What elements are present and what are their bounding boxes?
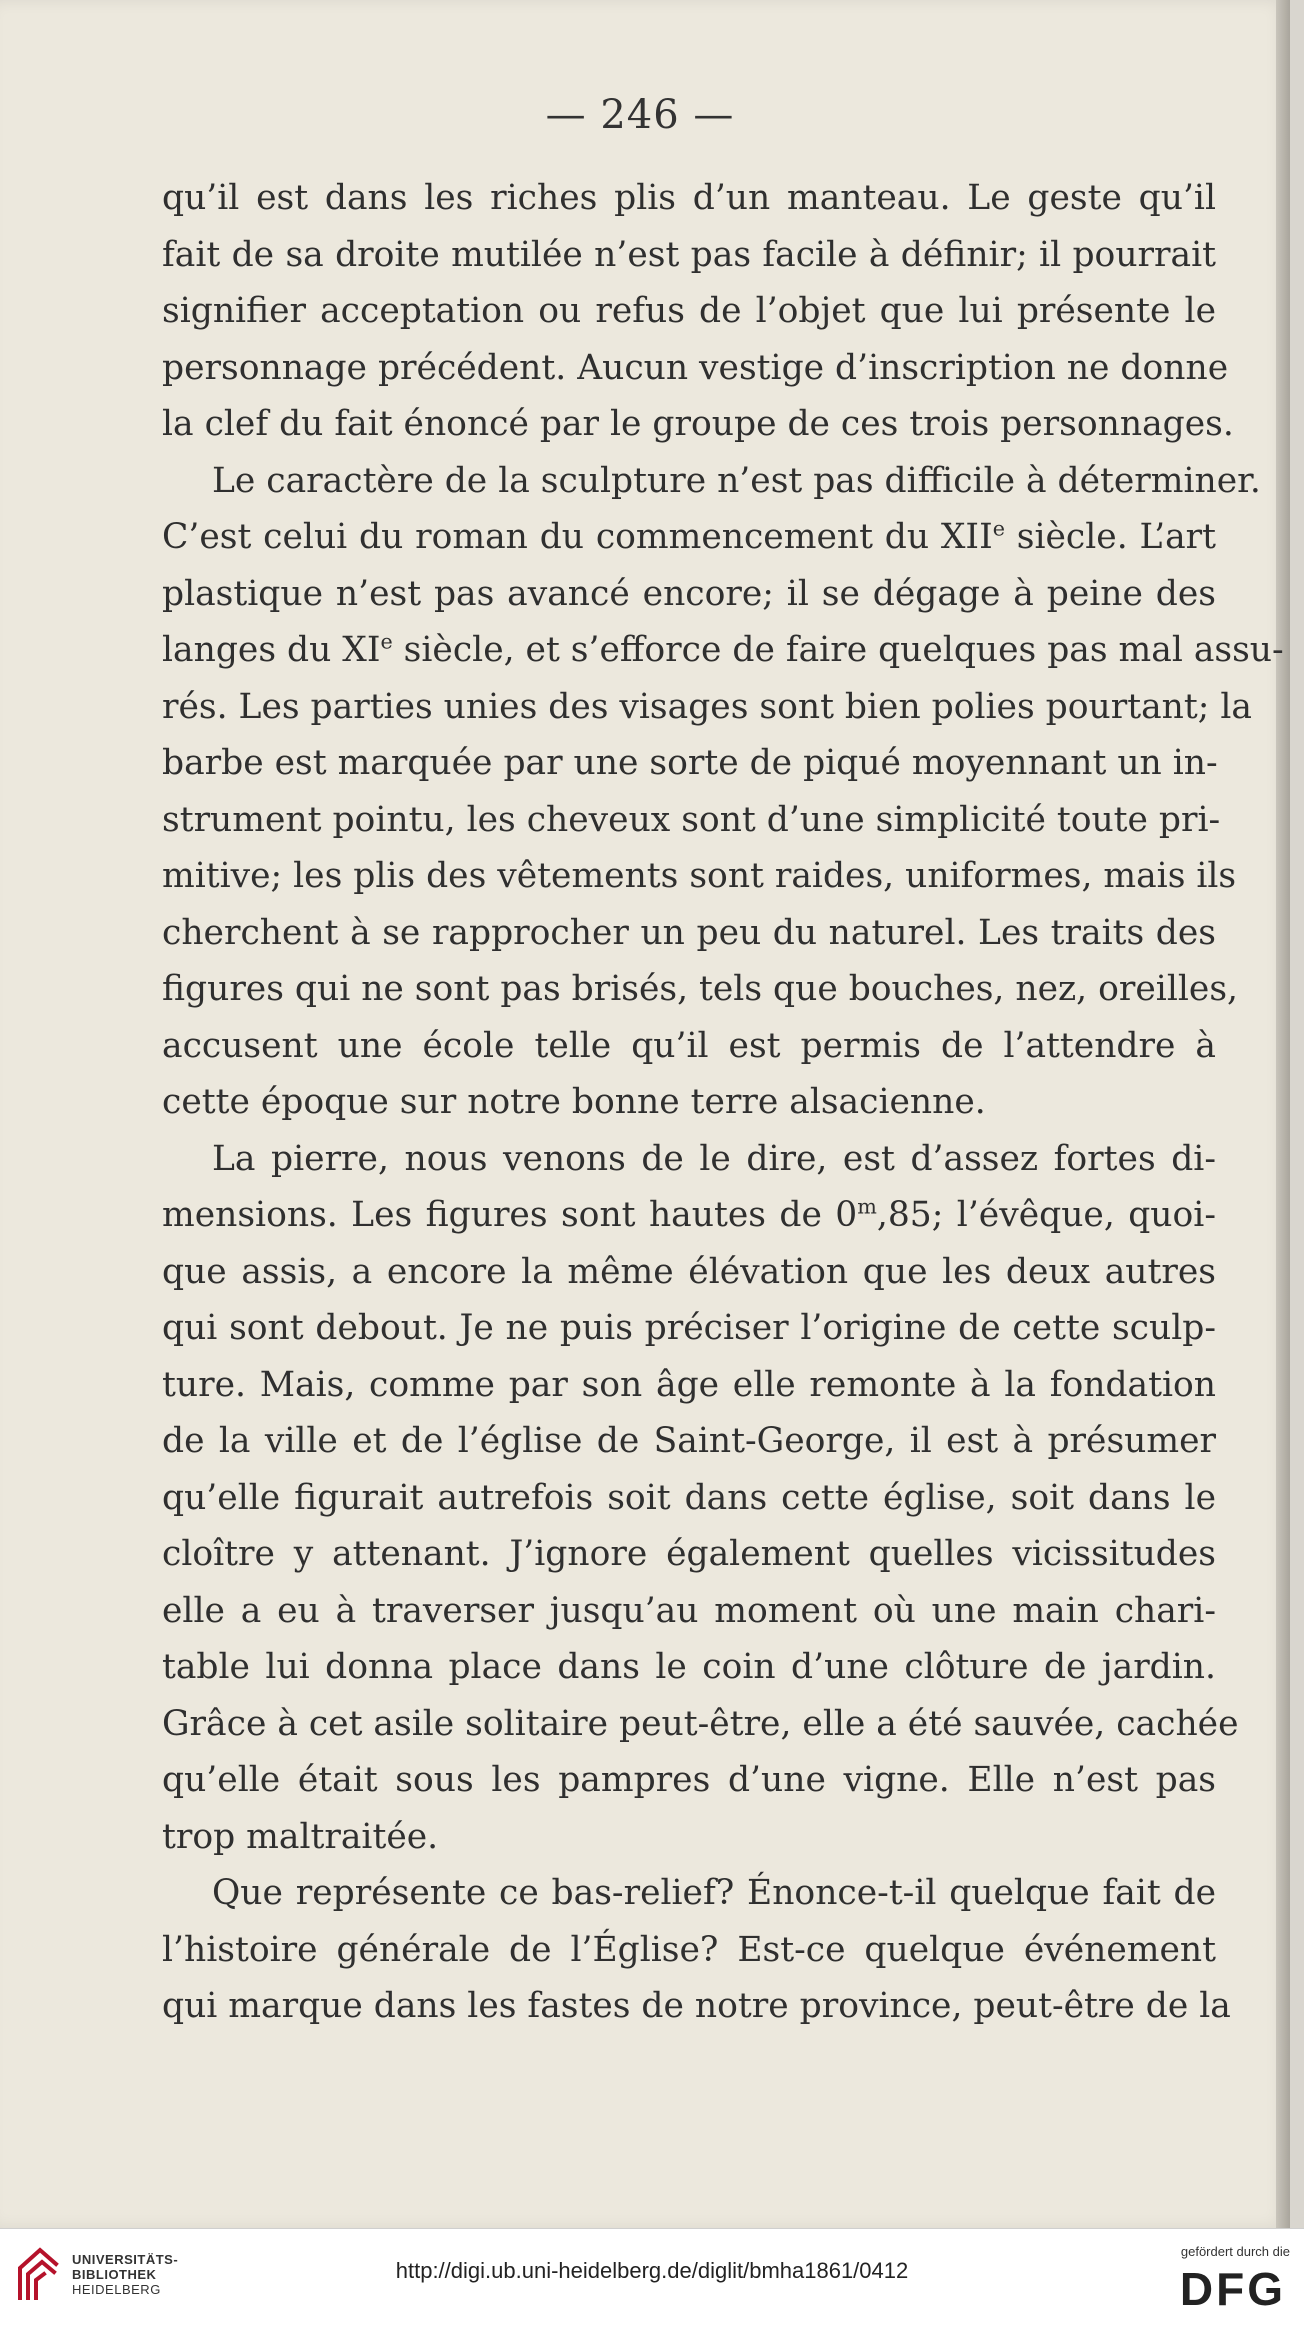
text-run: figures qui ne sont pas brisés, tels que bouches, nez, oreilles, xyxy=(162,969,1238,1009)
sponsor-caption: gefördert durch die xyxy=(1180,2244,1290,2259)
text-run: siècle, et s’efforce de faire quelques pas mal assu- xyxy=(392,630,1284,670)
text-run: cherchent à se rapprocher un peu du naturel. Les traits des xyxy=(162,912,1216,953)
text-line xyxy=(162,1131,1216,1188)
text-run: fait de sa droite mutilée n’est pas facile à définir; il pourrait xyxy=(162,234,1216,275)
text-run: elle a eu à traverser jusqu’au moment où une main chari- xyxy=(162,1590,1216,1631)
text-run: table lui donna place dans le coin d’une clôture de jardin. xyxy=(162,1647,1216,1687)
text-run: mitive; les plis des vêtements sont raides, uniformes, mais ils xyxy=(162,856,1237,896)
text-line xyxy=(162,1018,1216,1075)
superscript: e xyxy=(380,629,393,654)
text-run: cloître y attenant. J’ignore également quelles vicissitudes xyxy=(162,1534,1216,1574)
library-name-line-1: UNIVERSITÄTS- xyxy=(72,2252,179,2267)
text-run: La pierre, nous venons de le dire, est d’assez fortes di- xyxy=(212,1138,1216,1179)
text-run: strument pointu, les cheveux sont d’une simplicité toute pri- xyxy=(162,799,1221,840)
text-line xyxy=(162,283,1216,340)
text-run: qu’elle figurait autrefois soit dans cette église, soit dans le xyxy=(162,1477,1216,1518)
text-run: Le caractère de la sculpture n’est pas difficile à déterminer. xyxy=(212,460,1261,501)
text-line xyxy=(162,961,1238,1018)
text-line xyxy=(162,566,1216,623)
text-line xyxy=(162,340,1229,397)
text-run: trop maltraitée. xyxy=(162,1816,439,1857)
text-line xyxy=(162,1639,1216,1696)
text-line xyxy=(162,396,1234,453)
text-line xyxy=(162,1413,1216,1470)
text-run: ,85; l’évêque, quoi- xyxy=(876,1195,1216,1235)
text-run: barbe est marquée par une sorte de piqué moyennant un in- xyxy=(162,743,1218,783)
text-run: siècle. L’art xyxy=(1004,517,1217,557)
text-line xyxy=(162,1074,1216,1131)
text-run: rés. Les parties unies des visages sont bien polies pourtant; la xyxy=(162,686,1252,727)
text-line xyxy=(162,509,1216,566)
text-line xyxy=(162,170,1216,227)
body-text xyxy=(162,170,1284,2035)
text-run: C’est celui du roman du commencement du XII xyxy=(162,517,993,557)
text-run: de la ville et de l’église de Saint-George, il est à présumer xyxy=(162,1421,1216,1461)
text-line xyxy=(162,453,1261,510)
text-line xyxy=(162,1922,1216,1979)
text-line xyxy=(162,1470,1216,1527)
sponsor-logo: DFG xyxy=(1179,2263,1286,2315)
text-run: qui marque dans les fastes de notre province, peut-être de la xyxy=(162,1986,1231,2026)
text-run: ture. Mais, comme par son âge elle remonte à la fondation xyxy=(162,1364,1216,1405)
text-run: que assis, a encore la même élévation que les deux autres xyxy=(162,1251,1216,1292)
superscript: e xyxy=(992,516,1005,541)
library-name-line-3: HEIDELBERG xyxy=(72,2282,161,2297)
text-line xyxy=(162,1583,1216,1640)
text-line xyxy=(162,735,1216,792)
text-line xyxy=(162,1865,1216,1922)
text-run: langes du XI xyxy=(162,630,381,670)
text-line xyxy=(162,848,1237,905)
text-line xyxy=(162,905,1216,962)
text-line xyxy=(162,1244,1216,1301)
text-line xyxy=(162,227,1216,284)
text-run: qui sont debout. Je ne puis préciser l’origine de cette sculp- xyxy=(162,1308,1216,1348)
text-line xyxy=(162,622,1284,679)
text-line xyxy=(162,679,1252,736)
text-line xyxy=(162,1187,1216,1244)
text-run: qu’il est dans les riches plis d’un manteau. Le geste qu’il xyxy=(162,178,1216,218)
text-line xyxy=(162,1696,1239,1753)
text-line xyxy=(162,1809,1216,1866)
library-name-line-2: BIBLIOTHEK xyxy=(72,2267,157,2282)
text-line xyxy=(162,1978,1231,2035)
text-run: plastique n’est pas avancé encore; il se dégage à peine des xyxy=(162,573,1216,614)
text-run: Grâce à cet asile solitaire peut-être, elle a été sauvée, cachée xyxy=(162,1703,1239,1744)
text-line xyxy=(162,1357,1216,1414)
text-line xyxy=(162,1752,1216,1809)
text-line xyxy=(162,1526,1216,1583)
text-run: qu’elle était sous les pampres d’une vigne. Elle n’est pas xyxy=(162,1760,1216,1800)
text-run: l’histoire générale de l’Église? Est-ce quelque événement xyxy=(162,1929,1216,1970)
text-line xyxy=(162,1300,1216,1357)
text-run: Que représente ce bas-relief? Énonce-t-il quelque fait de xyxy=(212,1873,1216,1913)
text-run: accusent une école telle qu’il est permis de l’attendre à xyxy=(162,1025,1216,1066)
text-run: cette époque sur notre bonne terre alsacienne. xyxy=(162,1082,986,1122)
text-run: personnage précédent. Aucun vestige d’inscription ne donne xyxy=(162,347,1229,388)
permalink-url[interactable]: http://digi.ub.uni-heidelberg.de/diglit/bmha1861/0412 xyxy=(395,2258,909,2283)
text-line xyxy=(162,792,1221,849)
text-run: mensions. Les figures sont hautes de 0 xyxy=(162,1195,858,1235)
page-edge-shadow xyxy=(1276,0,1290,2228)
page-number: — 246 — xyxy=(545,92,735,138)
superscript: m xyxy=(857,1194,877,1219)
text-run: signifier acceptation ou refus de l’objet que lui présente le xyxy=(162,291,1216,331)
text-run: la clef du fait énoncé par le groupe de ces trois personnages. xyxy=(162,404,1234,444)
